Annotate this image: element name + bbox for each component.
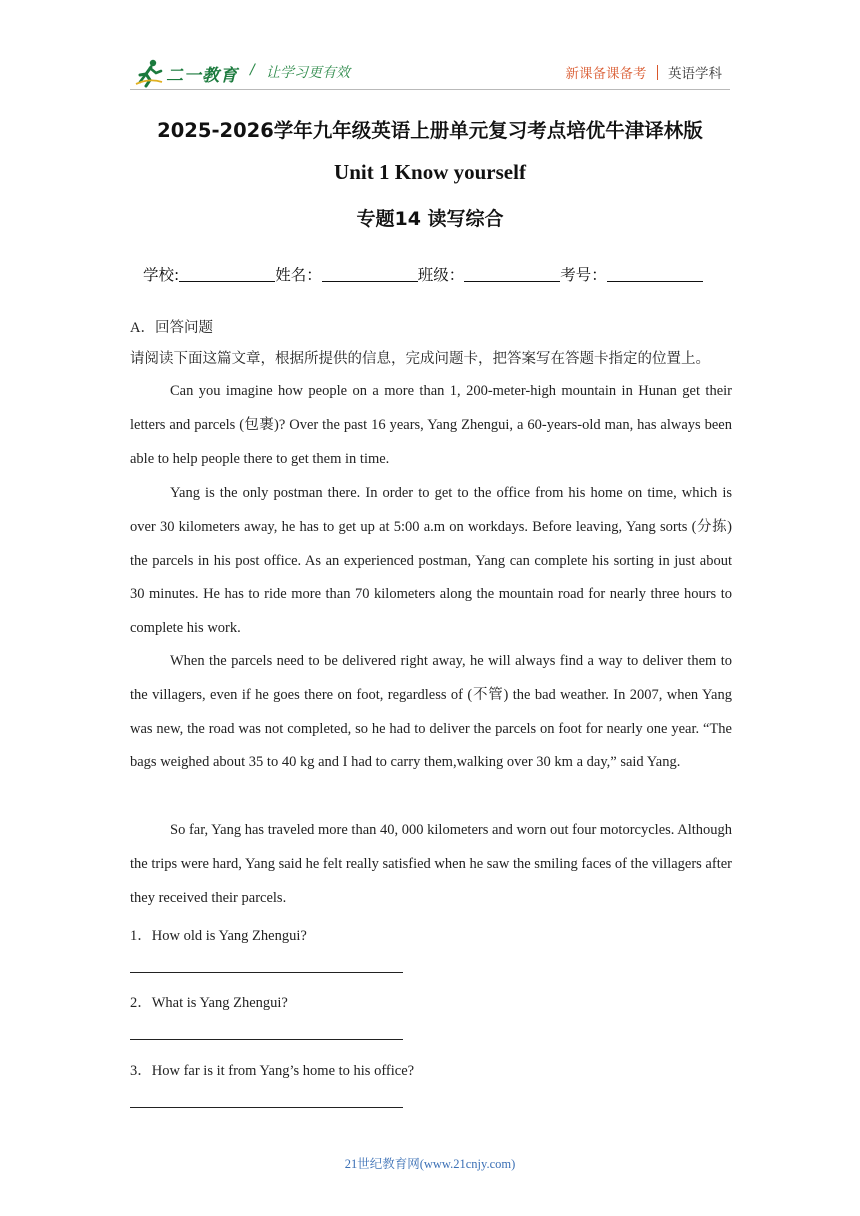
passage-paragraph-4: So far, Yang has traveled more than 40, 000 kilometers and worn out four motorcycles. Although the trips were hard, Yang said he felt really satisfied when he saw the smiling faces of the villagers after they received their parcels.: [130, 822, 732, 906]
header-course-label: 新课备课备考: [565, 66, 647, 82]
exam-number-label: 考号：: [560, 266, 607, 284]
answer-line-1[interactable]: [130, 972, 403, 973]
name-label: 姓名：: [275, 266, 322, 284]
header-divider: [657, 65, 659, 80]
question-2: 2．What is Yang Zhengui?: [130, 995, 288, 1011]
question-3: 3．How far is it from Yang’s home to his office?: [130, 1063, 415, 1079]
runner-logo-icon: [134, 58, 164, 88]
page-header: [130, 56, 730, 90]
passage-paragraph-1: Can you imagine how people on a more than 1, 200-meter-high mountain in Hunan get their letters and parcels (包裹)? Over the past 16 years, Yang Zhengui, a 60-years-old man, has always been able to help people there to get them in time.: [130, 383, 732, 467]
student-info-row: [143, 263, 703, 285]
header-right: [566, 62, 723, 82]
page-footer: 21世纪教育网(www.21cnjy.com): [344, 1157, 516, 1171]
school-blank[interactable]: [179, 267, 275, 282]
logo: [134, 58, 238, 88]
class-label: 班级：: [417, 266, 465, 284]
slogan-slash: /: [250, 62, 255, 78]
passage-paragraph-3: When the parcels need to be delivered right away, he will always find a way to deliver them to the villagers, even if he goes there on foot, regardless of (不管) the bad weather. In 2007, when Yang was new, the road was not completed, so he had to deliver the parcels on foot for nearly one year. “The bags weighed about 35 to 40 kg and I had to carry them,walking over 30 km a day,” said Yang.: [130, 653, 732, 771]
unit-title: Unit 1 Know yourself: [334, 160, 526, 184]
logo-text: 二一教育: [166, 65, 238, 86]
section-instruction: 请阅读下面这篇文章，根据所提供的信息，完成问题卡，把答案写在答题卡指定的位置上。: [130, 351, 710, 367]
topic-title: 专题14 读写综合: [356, 208, 504, 230]
exam-number-blank[interactable]: [607, 267, 703, 282]
answer-line-2[interactable]: [130, 1039, 403, 1040]
slogan: 让学习更有效: [266, 65, 350, 81]
answer-line-3[interactable]: [130, 1107, 403, 1108]
school-label: 学校:: [143, 266, 180, 284]
header-rule: [130, 89, 730, 90]
document-title: 2025-2026学年九年级英语上册单元复习考点培优牛津译林版: [157, 119, 703, 142]
header-subject-label: 英语学科: [668, 66, 722, 82]
name-blank[interactable]: [322, 267, 418, 282]
question-1: 1．How old is Yang Zhengui?: [130, 928, 307, 944]
class-blank[interactable]: [464, 267, 560, 282]
passage-paragraph-2: Yang is the only postman there. In order to get to the office from his home on time, which is over 30 kilometers away, he has to get up at 5:00 a.m on workdays. Before leaving, Yang sorts (分拣) the parcels in his post office. As an experienced postman, Yang can complete his sorting in just about 30 minutes. He has to ride more than 70 kilometers along the mountain road for nearly three hours to complete his work.: [130, 485, 732, 637]
section-label: A．回答问题: [130, 320, 213, 336]
